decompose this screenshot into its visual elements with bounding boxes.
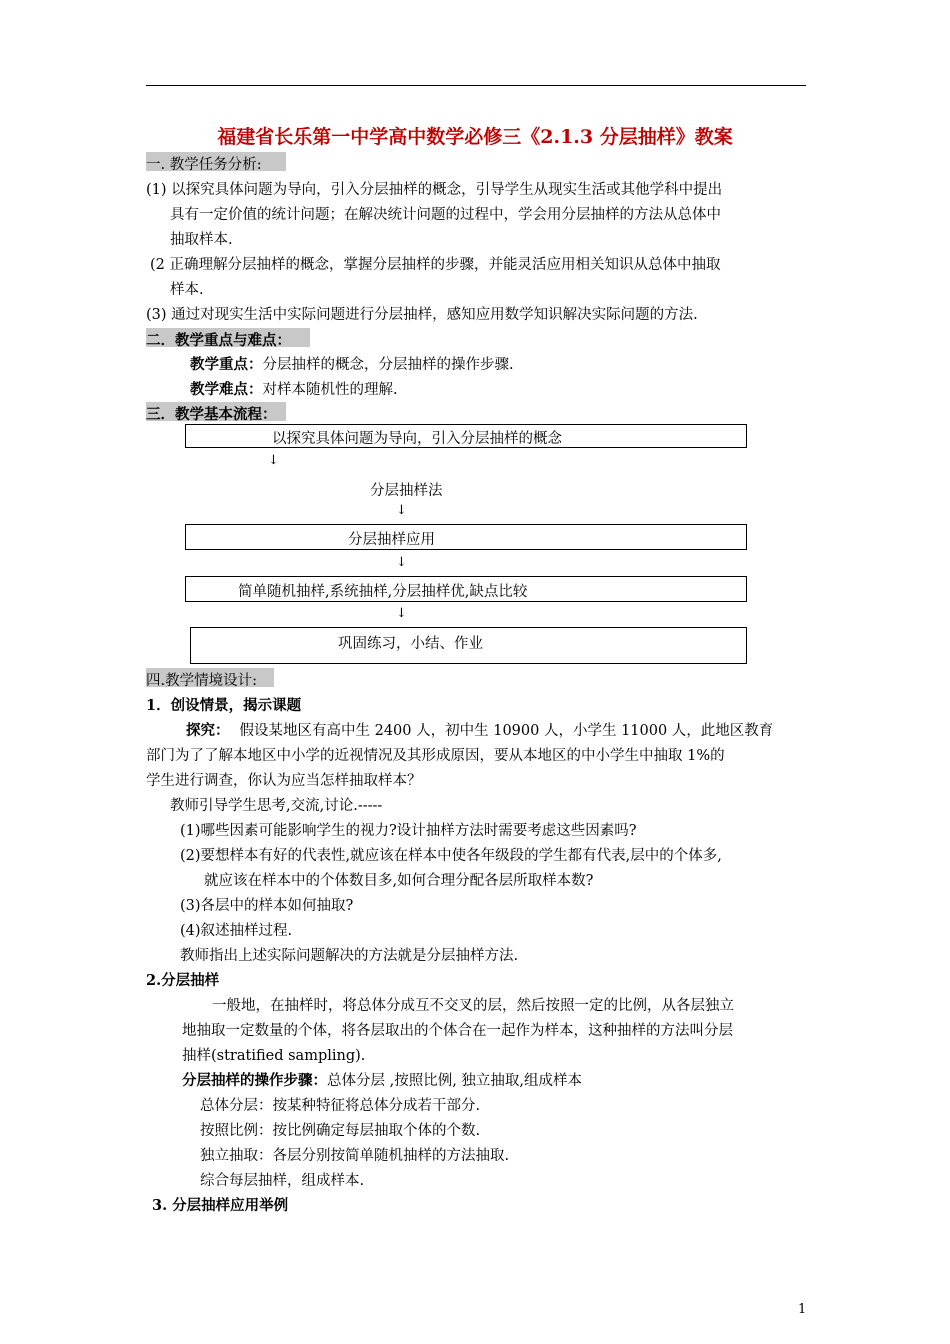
subsection2-title: 2.分层抽样 [146, 972, 220, 989]
question-2-line2: 就应该在样本中的个体数目多,如何合理分配各层所取样本数? [204, 873, 594, 889]
section1-item3: (3) 通过对现实生活中实际问题进行分层抽样，感知应用数学知识解决实际问题的方法. [146, 307, 698, 323]
question-2-line1: (2)要想样本有好的代表性,就应该在样本中使各年级段的学生都有代表,层中的个体多, [180, 848, 722, 864]
subsection1-title: 1．创设情景，揭示课题 [146, 697, 302, 714]
section4-heading: 四.教学情境设计: [146, 673, 257, 689]
section1-item2-line2: 样本. [170, 282, 204, 298]
teacher-guide: 教师引导学生思考,交流,讨论.----- [170, 798, 383, 814]
explore-line-2: 部门为了了解本地区中小学的近视情况及其形成原因，要从本地区的中小学生中抽取 1%的 [146, 748, 725, 764]
step-1: 总体分层：按某种特征将总体分成若干部分. [200, 1098, 481, 1114]
flow-box-3 [185, 524, 747, 550]
section3-heading: 三．教学基本流程： [146, 406, 277, 423]
step-2: 按照比例：按比例确定每层抽取个体的个数. [200, 1123, 481, 1139]
definition-line-2: 地抽取一定数量的个体，将各层取出的个体合在一起作为样本，这种抽样的方法叫分层 [182, 1023, 733, 1039]
section1-item1-line1: (1) 以探究具体问题为导向，引入分层抽样的概念，引导学生从现实生活或其他学科中提出 [146, 182, 723, 198]
explore-line-3: 学生进行调查，你认为应当怎样抽取样本？ [146, 773, 422, 789]
step-4: 综合每层抽样，组成样本. [200, 1173, 365, 1189]
flow-step-1: 以探究具体问题为导向，引入分层抽样的概念 [272, 431, 562, 447]
question-3: (3)各层中的样本如何抽取? [180, 898, 354, 914]
definition-line-3: 抽样(stratified sampling). [182, 1048, 366, 1064]
explore-label: 探究： [186, 722, 230, 739]
flow-arrow: ↓ [268, 453, 279, 468]
flow-arrow: ↓ [396, 555, 407, 570]
flow-step-5: 巩固练习，小结、作业 [338, 636, 483, 652]
key-point-label: 教学重点： [190, 356, 263, 373]
flow-arrow: ↓ [396, 606, 407, 621]
question-4: (4)叙述抽样过程. [180, 923, 293, 939]
page-number: 1 [798, 1302, 807, 1317]
steps-summary: 总体分层 ,按照比例, 独立抽取,组成样本 [327, 1073, 583, 1089]
section1-item1-line3: 抽取样本. [170, 232, 233, 248]
difficulty-text: 对样本随机性的理解. [262, 382, 398, 398]
section1-heading: 一. 教学任务分析: [146, 157, 262, 173]
section1-item2-line1: (2 正确理解分层抽样的概念，掌握分层抽样的步骤，并能灵活应用相关知识从总体中抽取 [150, 257, 721, 273]
definition-line-1: 一般地，在抽样时，将总体分成互不交叉的层，然后按照一定的比例，从各层独立 [212, 998, 734, 1014]
flow-step-3: 分层抽样应用 [348, 532, 435, 548]
section1-item1-line2: 具有一定价值的统计问题；在解决统计问题的过程中，学会用分层抽样的方法从总体中 [170, 207, 721, 223]
flow-step-4: 简单随机抽样,系统抽样,分层抽样优,缺点比较 [238, 584, 528, 600]
steps-label: 分层抽样的操作步骤： [182, 1072, 327, 1089]
step-3: 独立抽取：各层分别按简单随机抽样的方法抽取. [200, 1148, 510, 1164]
section2-heading: 二．教学重点与难点： [146, 332, 291, 349]
subsection3-title: 3. 分层抽样应用举例 [152, 1197, 289, 1214]
key-point-text: 分层抽样的概念，分层抽样的操作步骤. [262, 357, 514, 373]
conclusion: 教师指出上述实际问题解决的方法就是分层抽样方法. [180, 948, 519, 964]
explore-line-1: 假设某地区有高中生 2400 人，初中生 10900 人，小学生 11000 人，此地区教育 [239, 723, 774, 739]
question-1: (1)哪些因素可能影响学生的视力?设计抽样方法时需要考虑这些因素吗? [180, 823, 637, 839]
document-title: 福建省长乐第一中学高中数学必修三《2.1.3 分层抽样》教案 [217, 126, 733, 148]
flow-arrow: ↓ [396, 503, 407, 518]
header-rule [146, 85, 806, 86]
difficulty-label: 教学难点： [190, 381, 263, 398]
flow-step-2: 分层抽样法 [370, 483, 443, 499]
